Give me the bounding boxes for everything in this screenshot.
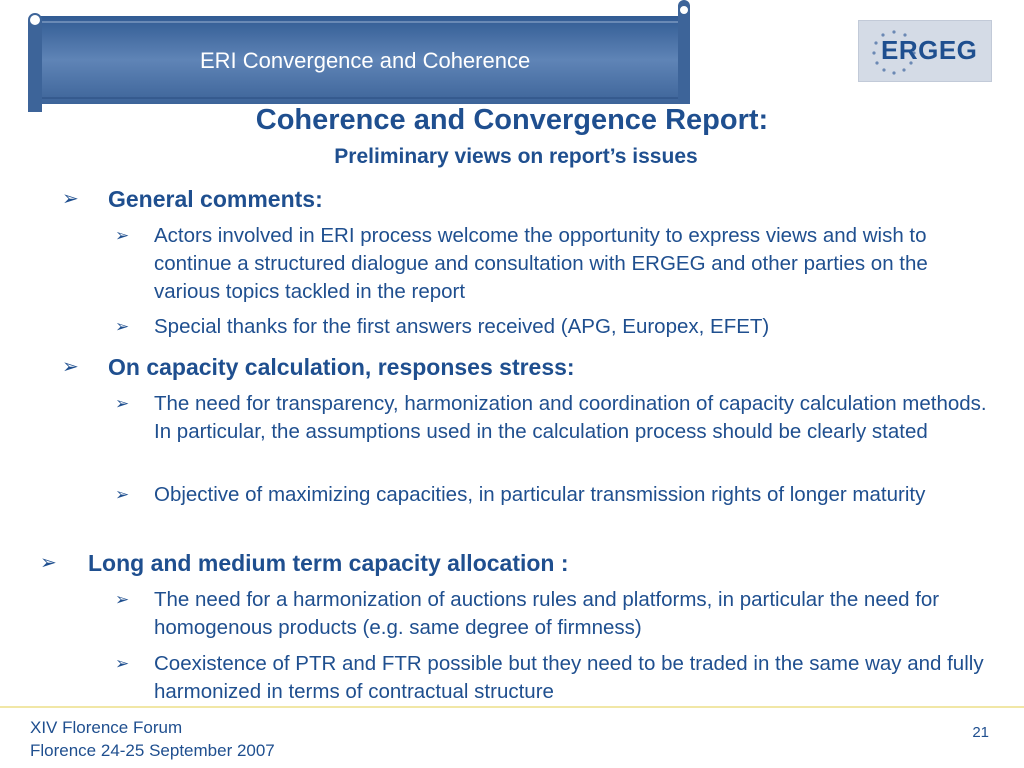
list-item-text: Special thanks for the first answers received (APG, Europex, EFET) — [154, 315, 770, 338]
page-subtitle: Preliminary views on report’s issues — [334, 145, 698, 168]
section-heading-general — [62, 185, 323, 213]
list-item — [115, 313, 995, 341]
list-item-text: Actors involved in ERI process welcome the opportunity to express views and wish to continue a structured dialogue and consultation with ERGEG and other parties on the various topics tackled in the report — [154, 224, 928, 303]
arrow-bullet-icon: ➢ — [115, 226, 130, 245]
section-label: General comments: — [108, 186, 323, 212]
arrow-bullet-icon: ➢ — [62, 188, 79, 210]
list-item-text: Coexistence of PTR and FTR possible but they need to be traded in the same way and fully harmonized in terms of contractual structure — [154, 652, 984, 703]
ergeg-logo — [858, 20, 992, 82]
arrow-bullet-icon: ➢ — [115, 654, 130, 673]
footer-divider — [0, 706, 1024, 708]
footer-event-info — [30, 716, 275, 762]
arrow-bullet-icon: ➢ — [115, 317, 130, 336]
section-heading-capacity-calculation — [62, 353, 575, 381]
list-item — [115, 481, 995, 509]
title-banner — [28, 0, 696, 112]
list-item — [115, 222, 995, 306]
banner-title: ERI Convergence and Coherence — [200, 48, 531, 73]
logo-text: ERGEG — [881, 35, 978, 65]
arrow-bullet-icon: ➢ — [115, 590, 130, 609]
page-number: 21 — [972, 724, 989, 741]
footer-date: Florence 24-25 September 2007 — [30, 741, 275, 760]
arrow-bullet-icon: ➢ — [62, 356, 79, 378]
section-label: On capacity calculation, responses stress: — [108, 354, 575, 380]
list-item-text: The need for a harmonization of auctions rules and platforms, in particular the need for homogenous products (e.g. same degree of firmness) — [154, 588, 940, 639]
footer-forum: XIV Florence Forum — [30, 718, 183, 737]
arrow-bullet-icon: ➢ — [40, 552, 57, 574]
list-item — [115, 650, 995, 706]
arrow-bullet-icon: ➢ — [115, 485, 130, 504]
list-item — [115, 390, 995, 446]
list-item-text: The need for transparency, harmonization and coordination of capacity calculation methods. In particular, the assumptions used in the calculation process should be clearly stated — [154, 392, 987, 443]
section-label: Long and medium term capacity allocation : — [88, 550, 569, 576]
section-heading-capacity-allocation — [40, 549, 569, 577]
list-item-text: Objective of maximizing capacities, in particular transmission rights of longer maturity — [154, 483, 926, 506]
list-item — [115, 586, 995, 642]
page-title: Coherence and Convergence Report: — [255, 104, 769, 136]
arrow-bullet-icon: ➢ — [115, 394, 130, 413]
